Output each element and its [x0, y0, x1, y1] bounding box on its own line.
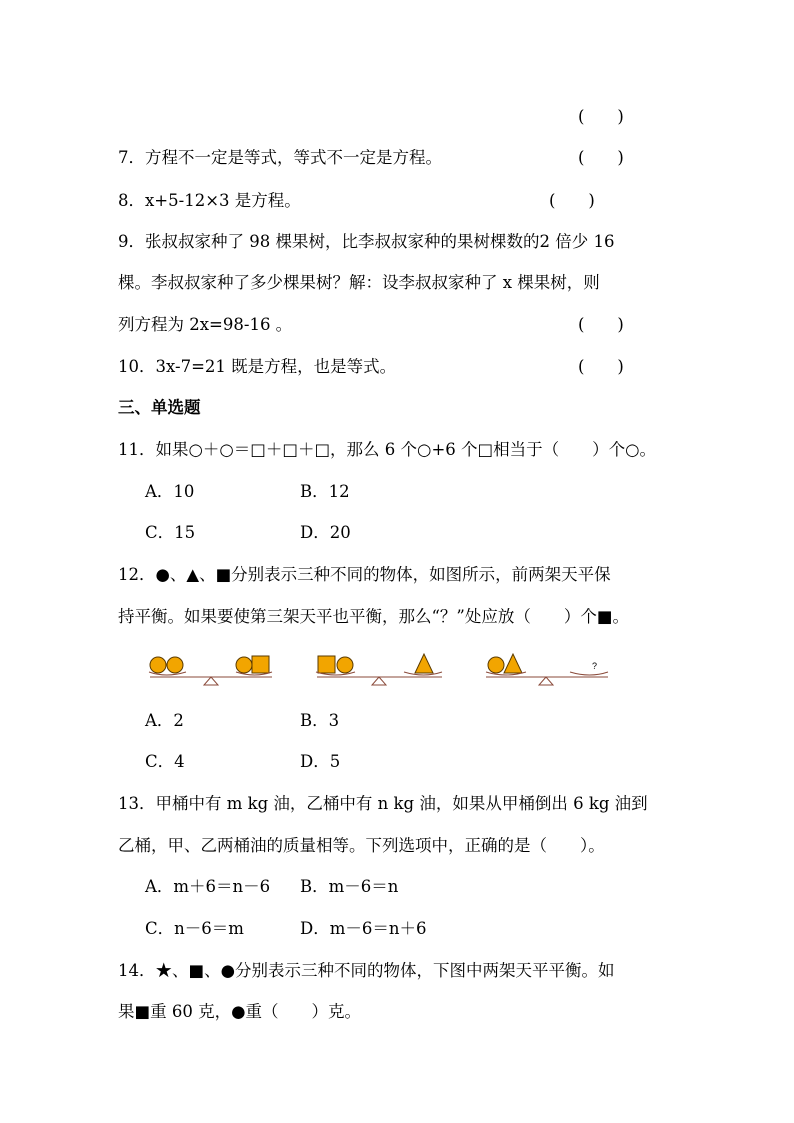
question-9-line-3: 列方程为 2x=98-16 。: [118, 315, 293, 334]
right-pan: [570, 672, 608, 675]
question-9-line-1: 9．张叔叔家种了 98 棵果树，比李叔叔家种的果树棵数的2 倍少 16: [118, 232, 615, 251]
circle-shape: [337, 657, 353, 673]
q11-option-c: C．15: [145, 523, 196, 542]
q11-option-a: A．10: [145, 482, 195, 501]
answer-paren-6: ( ): [578, 107, 624, 126]
q12-option-d: D．5: [300, 752, 341, 771]
circle-shape: [150, 657, 166, 673]
question-13-line-2: 乙桶，甲、乙两桶油的质量相等。下列选项中，正确的是（ ）。: [118, 836, 605, 855]
question-10: 10．3x-7=21 既是方程，也是等式。: [118, 357, 397, 376]
q12-option-c: C．4: [145, 752, 185, 771]
balance-scale-2: [316, 654, 442, 685]
triangle-shape: [504, 654, 522, 673]
fulcrum: [372, 677, 386, 685]
q11-option-b: B．12: [300, 482, 350, 501]
q13-option-b: B．m－6＝n: [300, 877, 399, 896]
question-13-line-1: 13．甲桶中有 m kg 油，乙桶中有 n kg 油，如果从甲桶倒出 6 kg 油到: [118, 794, 648, 813]
answer-paren-8: ( ): [549, 191, 595, 210]
q13-option-d: D．m－6＝n＋6: [300, 919, 427, 938]
answer-paren-10: ( ): [578, 357, 624, 376]
square-shape: [252, 656, 269, 673]
question-12-line-1: 12．●、▲、■分别表示三种不同的物体，如图所示，前两架天平保: [118, 565, 611, 584]
q12-option-a: A．2: [145, 711, 184, 730]
question-12-line-2: 持平衡。如果要使第三架天平也平衡，那么“？”处应放（ ）个■。: [118, 607, 629, 626]
q13-option-c: C．n－6＝m: [145, 919, 244, 938]
balance-scale-1: [149, 656, 272, 685]
circle-shape: [236, 657, 252, 673]
balance-scales-figure: [140, 650, 620, 692]
section-title: 三、单选题: [118, 398, 201, 417]
answer-paren-9: ( ): [578, 315, 624, 334]
balance-scale-3: [486, 654, 608, 685]
square-shape: [318, 656, 335, 673]
circle-shape: [488, 657, 504, 673]
question-9-line-2: 棵。李叔叔家种了多少棵果树？解：设李叔叔家种了 x 棵果树，则: [118, 273, 600, 292]
q13-option-a: A．m＋6＝n－6: [145, 877, 271, 896]
question-14-line-1: 14．★、■、●分别表示三种不同的物体，下图中两架天平平衡。如: [118, 961, 615, 980]
q12-option-b: B．3: [300, 711, 340, 730]
unknown-mark: ?: [592, 661, 598, 671]
circle-shape: [167, 657, 183, 673]
q11-option-d: D．20: [300, 523, 351, 542]
triangle-shape: [415, 654, 433, 673]
question-11: 11．如果○＋○＝□＋□＋□，那么 6 个○+6 个□相当于（ ）个○。: [118, 440, 656, 459]
question-7: 7．方程不一定是等式，等式不一定是方程。: [118, 148, 442, 167]
fulcrum: [204, 677, 218, 685]
fulcrum: [539, 677, 553, 685]
answer-paren-7: ( ): [578, 148, 624, 167]
question-14-line-2: 果■重 60 克，●重（ ）克。: [118, 1002, 361, 1021]
question-8: 8．x+5-12×3 是方程。: [118, 191, 301, 210]
